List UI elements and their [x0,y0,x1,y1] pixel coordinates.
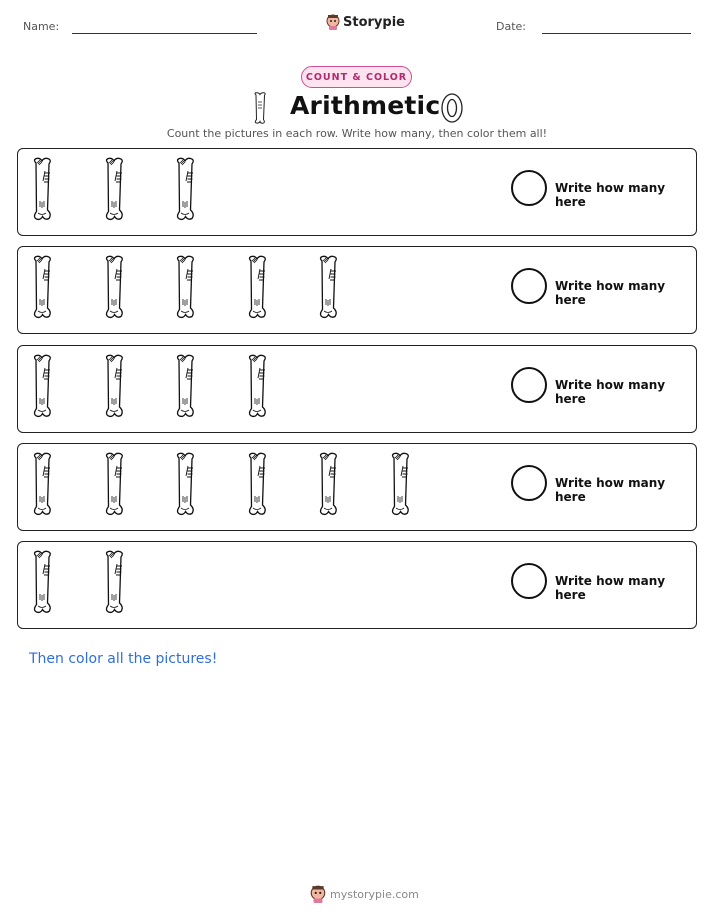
bone-icon [314,255,344,324]
bone-icon [28,452,58,521]
site-url: mystorypie.com [330,887,419,901]
bone-icon [100,157,130,226]
bone-icon [28,255,58,324]
counting-row [17,443,697,531]
bone-icon [28,354,58,423]
category-badge: COUNT & COLOR [301,66,412,88]
mascot-icon [310,885,326,903]
bone-icon [100,550,130,619]
answer-prompt: Write how many here [555,181,666,209]
site-footer [310,885,419,903]
bone-icon [251,92,269,124]
bone-icon [171,452,201,521]
title-row [0,90,714,126]
instructions: Count the pictures in each row. Write how many, then color them all! [166,127,548,140]
date-line[interactable] [542,33,691,34]
bone-icon [28,550,58,619]
zero-numeral-icon [440,92,464,124]
bone-icon [28,157,58,226]
date-label: Date: [496,20,526,33]
counting-row [17,345,697,433]
answer-circle[interactable] [511,268,547,304]
footer-note: Then color all the pictures! [29,651,218,667]
brand-logo [326,14,405,30]
bone-icon [171,157,201,226]
counting-row [17,541,697,629]
mascot-icon [326,14,340,30]
answer-circle[interactable] [511,563,547,599]
bone-icon [100,452,130,521]
bone-icon [243,255,273,324]
bone-icon [100,354,130,423]
counting-row [17,246,697,334]
bone-icon [243,354,273,423]
answer-circle[interactable] [511,170,547,206]
bone-icon [243,452,273,521]
bone-icon [100,255,130,324]
bone-icon [314,452,344,521]
answer-prompt: Write how many here [555,279,666,307]
bone-icon [171,354,201,423]
bone-icon [171,255,201,324]
bone-icon [386,452,416,521]
name-label: Name: [23,20,60,33]
answer-prompt: Write how many here [555,476,666,504]
counting-row [17,148,697,236]
page-title: Arithmetic [290,91,441,120]
brand-name: Storypie [343,14,405,30]
answer-circle[interactable] [511,465,547,501]
answer-prompt: Write how many here [555,574,666,602]
answer-prompt: Write how many here [555,378,666,406]
answer-circle[interactable] [511,367,547,403]
name-line[interactable] [72,33,257,34]
